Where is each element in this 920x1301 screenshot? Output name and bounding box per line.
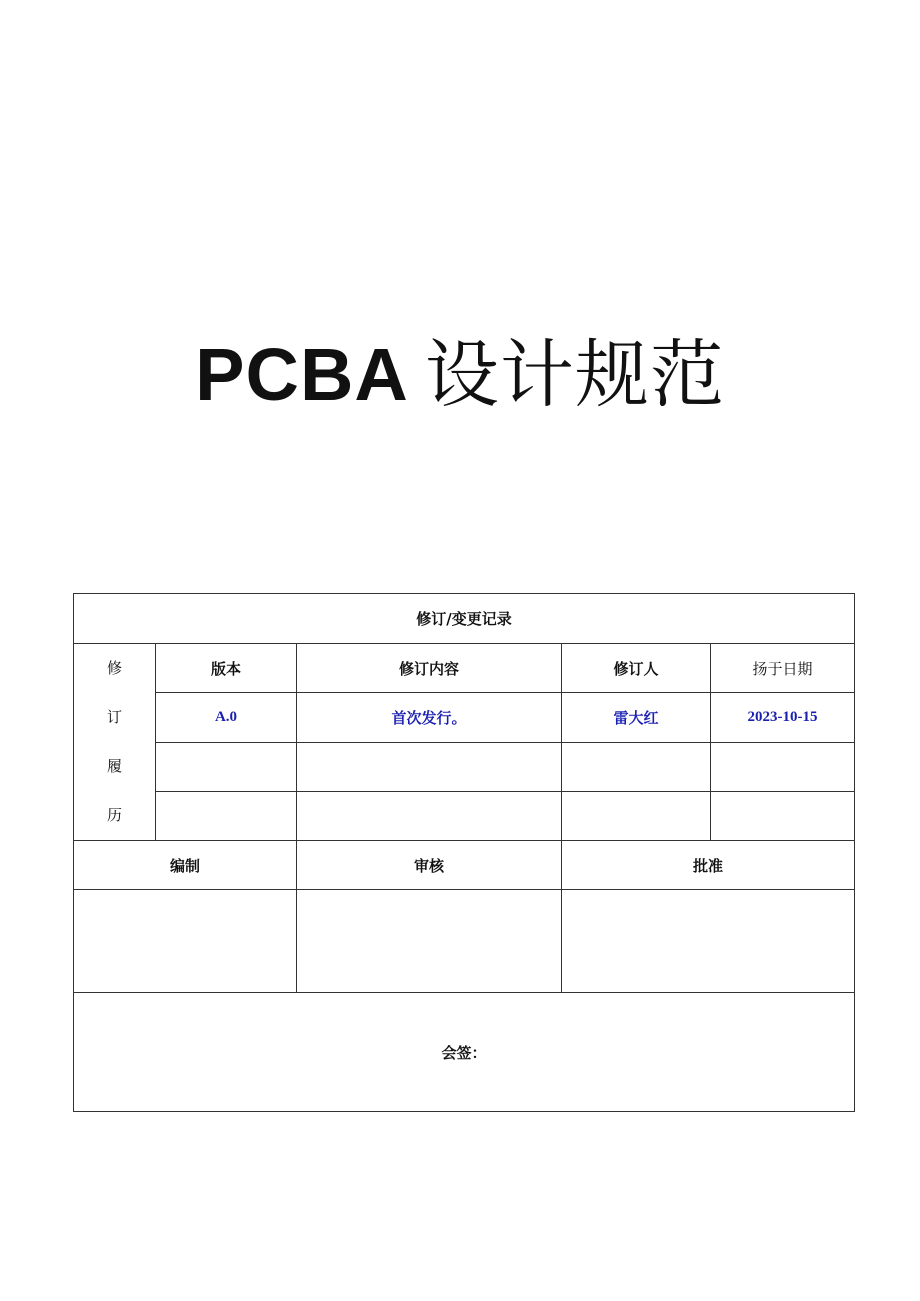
column-header-row: [74, 644, 855, 693]
cell-content: 首次发行。: [297, 693, 562, 742]
approval-approved-label: 批准: [562, 841, 855, 890]
prepared-signature-cell: [74, 890, 297, 993]
table-row: [74, 791, 855, 840]
cell-date: [711, 791, 855, 840]
cell-content: [297, 742, 562, 791]
revision-record-table: [73, 593, 855, 1112]
side-char: 修: [106, 659, 122, 677]
side-char: 订: [106, 708, 122, 726]
countersign-row: [74, 993, 855, 1112]
col-header-reviser: 修订人: [562, 644, 711, 693]
table-row: [74, 693, 855, 742]
reviewed-signature-cell: [297, 890, 562, 993]
cell-reviser: [562, 742, 711, 791]
title-latin: PCBA: [195, 333, 409, 416]
countersign-label: 会签：: [441, 1043, 487, 1062]
approval-prepared-label: 编制: [74, 841, 297, 890]
table-heading-row: [74, 594, 855, 644]
table-heading: 修订/变更记录: [74, 594, 855, 644]
cell-version: [156, 791, 297, 840]
cell-version: A.0: [156, 693, 297, 742]
side-char: 历: [106, 806, 122, 824]
cell-version: [156, 742, 297, 791]
approval-signature-row: [74, 890, 855, 993]
approved-signature-cell: [562, 890, 855, 993]
col-header-date: 扬于日期: [711, 644, 855, 693]
cell-date: [711, 742, 855, 791]
col-header-version: 版本: [156, 644, 297, 693]
cell-reviser: [562, 791, 711, 840]
cell-content: [297, 791, 562, 840]
side-label: [74, 644, 156, 841]
approval-reviewed-label: 审核: [297, 841, 562, 890]
cell-date: 2023-10-15: [711, 693, 855, 742]
side-char: 履: [106, 757, 122, 775]
cell-reviser: 雷大红: [562, 693, 711, 742]
table-row: [74, 742, 855, 791]
col-header-content: 修订内容: [297, 644, 562, 693]
title-cjk: 设计规范: [424, 332, 725, 418]
countersign-cell: [74, 993, 855, 1112]
approval-header-row: [74, 841, 855, 890]
document-title: [0, 332, 920, 418]
